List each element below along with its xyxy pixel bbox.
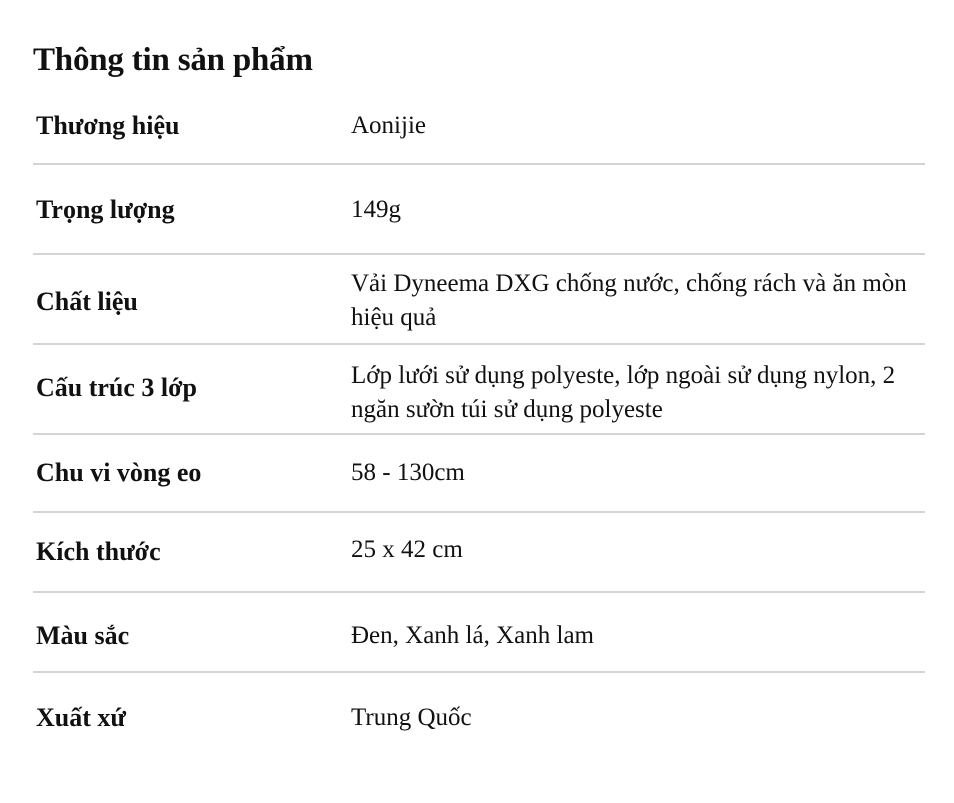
spec-value: Aonijie (351, 112, 426, 139)
spec-value: 149g (351, 196, 401, 223)
spec-value: Lớp lưới sử dụng polyeste, lớp ngoài sử dụng nylon, 2 ngăn sườn túi sử dụng polyeste (351, 362, 896, 423)
spec-row-waist (33, 435, 925, 513)
spec-value: Đen, Xanh lá, Xanh lam (351, 622, 594, 649)
spec-label: Cấu trúc 3 lớp (36, 373, 198, 402)
spec-row-origin (33, 673, 925, 753)
spec-table (33, 84, 925, 753)
spec-row-color (33, 593, 925, 673)
spec-row-weight (33, 165, 925, 255)
spec-label: Chu vi vòng eo (36, 458, 202, 487)
page-title: Thông tin sản phẩm (33, 42, 313, 78)
spec-row-material (33, 255, 925, 345)
spec-row-size (33, 513, 925, 593)
spec-value: Trung Quốc (351, 704, 472, 731)
spec-value: Vải Dyneema DXG chống nước, chống rách và ăn mòn hiệu quả (351, 270, 907, 331)
spec-label: Màu sắc (36, 621, 130, 650)
spec-value: 58 - 130cm (351, 459, 465, 486)
spec-label: Kích thước (36, 537, 161, 566)
spec-row-structure (33, 345, 925, 435)
spec-label: Xuất xứ (36, 703, 126, 732)
spec-label: Thương hiệu (36, 111, 180, 140)
spec-label: Trọng lượng (36, 195, 175, 224)
spec-label: Chất liệu (36, 287, 138, 316)
spec-value: 25 x 42 cm (351, 536, 463, 563)
spec-row-brand (33, 84, 925, 165)
